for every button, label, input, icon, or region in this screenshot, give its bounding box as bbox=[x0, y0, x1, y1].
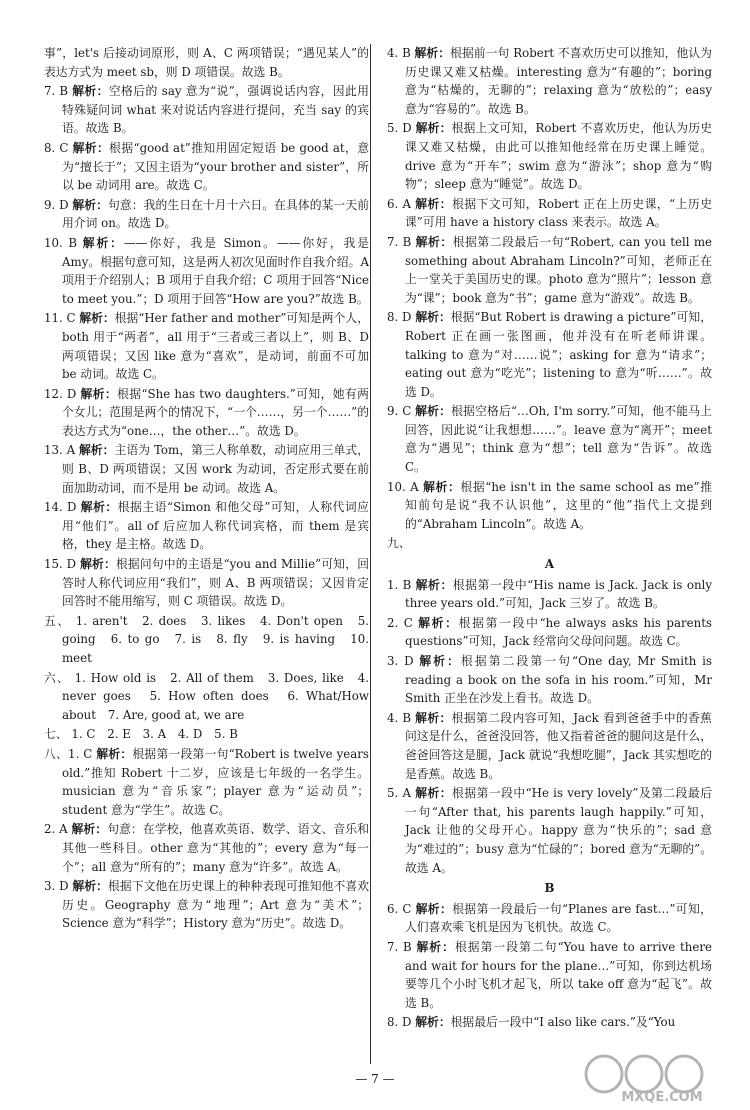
answer-item bbox=[44, 139, 369, 195]
right-column bbox=[387, 44, 712, 1033]
item-number: 七、 bbox=[44, 727, 68, 742]
item-number: 2. C bbox=[387, 615, 413, 630]
answer-item bbox=[44, 820, 369, 876]
section-answers bbox=[44, 669, 369, 725]
item-number: 8. D bbox=[387, 1015, 412, 1030]
item-text: 解析：句意：我的生日在十月十六日。在具体的某一天前用介词 on。故选 D。 bbox=[62, 197, 369, 231]
item-text: 事”，let's 后接动词原形，则 A、C 两项错误；“遇见某人”的表达方式为 meet sb，则 D 项错误。故选 B。 bbox=[44, 46, 369, 79]
section-subheading: B bbox=[544, 881, 555, 896]
answer-item bbox=[387, 938, 712, 1012]
answer-item bbox=[387, 44, 712, 118]
answer-item bbox=[387, 402, 712, 476]
answer-item bbox=[387, 709, 712, 783]
item-number: 八、1. C bbox=[44, 746, 93, 761]
item-text: 解析：根据问句中的主语是“you and Millie”可知，回答时人称代词应用“我们”，则 A、B 两项错误；又因肯定回答时不能用缩写，则 C 项错误。故选 D。 bbox=[62, 557, 370, 609]
item-text: 解析：根据“he isn't in the same school as me”推知前句是说“我不认识他”，这里的“他”指代上文提到的“Abraham Lincoln”。故选 A。 bbox=[405, 479, 712, 531]
section-answers bbox=[44, 725, 369, 744]
item-text: 1. C 2. E 3. A 4. D 5. B bbox=[71, 727, 238, 742]
item-text: 解析：根据第二段第一句“One day, Mr Smith is reading a book on the sofa in his room.”可知，Mr Smith 正坐在沙发上看书。故选 D。 bbox=[405, 654, 713, 706]
answer-item bbox=[44, 877, 369, 933]
item-text: 解析：——你好，我是 Simon。——你好，我是 Amy。根据句意可知，这是两人初次见面时作自我介绍。A 项用于介绍别人；B 项用于自我介绍；C 项用于回答“Nice to meet you.”；D 项用于回答“How are you?”故选 B。 bbox=[62, 235, 369, 306]
item-text: 解析：根据第一段第一句“Robert is twelve years old.”推知 Robert 十二岁，应该是七年级的一名学生。musician 意为“音乐家”；player 意为“运动员”；student 意为“学生”。故选 C。 bbox=[62, 746, 369, 817]
item-text: 解析：根据第一段最后一句“Planes are fast…”可知，人们喜欢乘飞机是因为飞机快。故选 C。 bbox=[405, 901, 712, 935]
answer-item bbox=[44, 555, 369, 611]
analysis-label: 解析： bbox=[414, 46, 451, 60]
analysis-label: 解析： bbox=[72, 140, 110, 155]
item-number: 12. D bbox=[44, 386, 77, 401]
analysis-label: 解析： bbox=[82, 235, 124, 250]
answer-item bbox=[387, 784, 712, 877]
section-answers bbox=[44, 612, 369, 668]
analysis-label: 解析： bbox=[415, 901, 453, 916]
item-number: 六、 bbox=[44, 670, 70, 685]
item-number: 1. B bbox=[387, 577, 412, 592]
item-number: 7. B bbox=[387, 234, 412, 249]
analysis-label: 解析： bbox=[418, 615, 459, 630]
item-text: 解析：根据前一句 Robert 不喜欢历史可以推知，他认为历史课又难又枯燥。interesting 意为“有趣的”；boring 意为“枯燥的，无聊的”；relaxing 意为“放松的”；easy 意为“容易的”。故选 B。 bbox=[405, 46, 712, 116]
answer-item bbox=[387, 900, 712, 937]
item-number: 11. C bbox=[44, 311, 76, 326]
section-answers bbox=[387, 534, 712, 553]
analysis-label: 解析： bbox=[415, 121, 452, 136]
answer-item bbox=[44, 196, 369, 233]
answer-item bbox=[44, 44, 369, 81]
item-text: 解析：空格后的 say 意为“说”，强调说话内容，因此用特殊疑问词 what 来对说话内容进行提问，充当 say 的宾语。故选 B。 bbox=[62, 84, 369, 136]
analysis-label: 解析： bbox=[80, 386, 118, 401]
answer-item bbox=[44, 82, 369, 138]
answer-item bbox=[44, 441, 369, 497]
watermark-logo bbox=[582, 1050, 742, 1104]
analysis-label: 解析： bbox=[415, 786, 453, 801]
item-text: 解析：根据第一段中“He is very lovely”及第二段最后一句“After that, his parents laugh happily.”可知，Jack 让他的父母开心。happy 意为“快乐的”；sad 意为“难过的”；busy 意为“忙碌的”；bored 意为“无聊的”。故选 A。 bbox=[405, 786, 712, 875]
analysis-label: 解析： bbox=[415, 710, 452, 725]
section-answers bbox=[44, 745, 369, 819]
item-number: 6. C bbox=[387, 901, 412, 916]
item-text: 解析：根据最后一段中“I also like cars.”及“You bbox=[415, 1015, 676, 1030]
item-text: 解析：根据“good at”推知用固定短语 be good at，意为“擅长于”；又因主语为“your brother and sister”，所以 be 动词用 are。故选 C。 bbox=[62, 140, 369, 193]
item-number: 五、 bbox=[44, 613, 71, 628]
analysis-label: 解析： bbox=[72, 879, 108, 894]
item-number: 7. B bbox=[387, 939, 412, 954]
item-number: 6. A bbox=[387, 196, 412, 211]
analysis-label: 解析： bbox=[80, 557, 116, 572]
item-number: 10. A bbox=[387, 479, 419, 494]
analysis-label: 解析： bbox=[416, 939, 455, 954]
item-text: 解析：根据主语“Simon 和他父母”可知，人称代词应用“他们”。all of 后应加人称代词宾格，而 them 是宾格，they 是主格。故选 D。 bbox=[62, 500, 369, 552]
item-number: 3. D bbox=[44, 879, 69, 894]
item-text: 解析：根据下文他在历史课上的种种表现可推知他不喜欢历史。Geography 意为“地理”；Art 意为“美术”；Science 意为“科学”；History 意为“历史”。故选 D。 bbox=[62, 879, 369, 931]
analysis-label: 解析： bbox=[415, 196, 453, 211]
item-number: 14. D bbox=[44, 500, 77, 515]
analysis-label: 解析： bbox=[72, 197, 108, 212]
item-number: 4. B bbox=[387, 46, 411, 60]
answer-item bbox=[387, 119, 712, 193]
item-text: 解析：句意：在学校，他喜欢英语、数学、语文、音乐和其他一些科目。other 意为“其他的”；every 意为“每一个”；all 意为“所有的”；many 意为“许多”。故选 A。 bbox=[62, 822, 369, 874]
item-text: 解析：根据下文可知，Robert 正在上历史课，“上历史课”可用 have a history class 来表示。故选 A。 bbox=[405, 196, 712, 230]
item-text: 解析：根据第一段第二句“You have to arrive there and wait for hours for the plane…”可知，你到达机场要等几个小时飞机才起飞，所以 take off 意为“起飞”。故选 B。 bbox=[405, 939, 712, 1010]
answer-item bbox=[387, 195, 712, 232]
answer-item bbox=[387, 614, 712, 651]
analysis-label: 解析： bbox=[419, 654, 462, 668]
item-text: 解析：根据第二段内容可知，Jack 看到爸爸手中的香蕉问这是什么，爸爸没回答，他又指着爸爸的腿问这是什么，爸爸回答这是腿，Jack 就说“我想吃腿”，Jack 其实想吃的是香蕉。故选 B。 bbox=[405, 710, 712, 781]
item-number: 8. C bbox=[44, 140, 69, 155]
analysis-label: 解析： bbox=[415, 1015, 451, 1030]
answer-item bbox=[44, 234, 369, 308]
answer-item bbox=[387, 576, 712, 613]
item-number: 九、 bbox=[387, 536, 411, 551]
analysis-label: 解析： bbox=[415, 577, 453, 592]
left-column bbox=[44, 44, 369, 934]
analysis-label: 解析： bbox=[80, 500, 118, 515]
item-text: 1. aren't 2. does 3. likes 4. Don't open 5. going 6. to go 7. is 8. fly 9. is having 10. meet bbox=[62, 613, 369, 665]
item-text: 解析：根据第二段最后一句“Robert, can you tell me something about Abraham Lincoln?”可知，老师正在上一堂关于美国历史的课。photo 意为“照片”；lesson 意为“课”；book 意为“书”；game 意为“游戏”。故选 B。 bbox=[405, 234, 712, 305]
item-number: 7. B bbox=[44, 84, 69, 99]
analysis-label: 解析： bbox=[415, 234, 453, 249]
item-number: 9. D bbox=[44, 197, 69, 212]
answer-item bbox=[44, 309, 369, 383]
item-text: 解析：根据第一段中“he always asks his parents questions”可知，Jack 经常向父母问问题。故选 C。 bbox=[405, 615, 712, 649]
answer-item bbox=[387, 478, 712, 534]
item-number: 5. A bbox=[387, 786, 411, 801]
analysis-label: 解析： bbox=[72, 84, 109, 99]
answer-item bbox=[44, 498, 369, 554]
item-number: 8. D bbox=[387, 310, 412, 325]
answer-item bbox=[387, 233, 712, 307]
item-text: 解析：根据第一段中“His name is Jack. Jack is only three years old.”可知，Jack 三岁了。故选 B。 bbox=[405, 577, 712, 611]
item-number: 9. C bbox=[387, 404, 412, 419]
item-text: 解析：根据“But Robert is drawing a picture”可知，Robert 正在画一张图画，他并没有在听老师讲课。talking to 意为“对……说”；asking for 意为“请求”；eating out 意为“吃光”；listening to 意为“听……”。故选 D。 bbox=[405, 310, 712, 399]
watermark-text: MXQE.COM bbox=[621, 1090, 703, 1104]
item-number: 13. A bbox=[44, 443, 76, 458]
item-text: 解析：根据空格后“…Oh, I'm sorry.”可知，他不能马上回答，因此说“让我想想……”。leave 意为“离开”；meet 意为“遇见”；think 意为“想”；tell 意为“告诉”。故选 C。 bbox=[405, 404, 712, 475]
item-number: 4. B bbox=[387, 710, 412, 725]
section-subheading: A bbox=[544, 557, 555, 572]
item-number: 2. A bbox=[44, 822, 68, 837]
analysis-label: 解析： bbox=[96, 746, 133, 761]
answer-item bbox=[387, 652, 712, 708]
item-number: 3. D bbox=[387, 654, 414, 668]
item-number: 10. B bbox=[44, 235, 78, 250]
item-text: 解析：根据“Her father and mother”可知是两个人，both 用于“两者”，all 用于“三者或三者以上”，则 B、D 两项错误；又因 like 意为“喜欢”，是动词，前面不可加 be 动词。故选 C。 bbox=[62, 311, 369, 382]
item-number: 5. D bbox=[387, 121, 412, 136]
analysis-label: 解析： bbox=[79, 311, 115, 326]
item-text: 解析：主语为 Tom，第三人称单数，动词应用三单式，则 B、D 两项错误；又因 work 为动词，否定形式要在前面加助动词，而不是用 be 动词。故选 A。 bbox=[62, 443, 370, 495]
analysis-label: 解析： bbox=[415, 310, 451, 325]
analysis-label: 解析： bbox=[423, 479, 461, 494]
column-divider bbox=[370, 44, 371, 1064]
item-text: 解析：根据“She has two daughters.”可知，她有两个女儿；范围是两个的情况下，“一个……，另一个……”的表达方式为“one…，the other…”。故选 D。 bbox=[62, 386, 369, 438]
answer-item bbox=[44, 385, 369, 441]
analysis-label: 解析： bbox=[415, 404, 452, 419]
item-text: 解析：根据上文可知，Robert 不喜欢历史，他认为历史课又难又枯燥，由此可以推知他经常在历史课上睡觉。drive 意为“开车”；swim 意为“游泳”；shop 意为“购物”；sleep 意为“睡觉”。故选 D。 bbox=[405, 121, 712, 192]
answer-item bbox=[387, 308, 712, 401]
item-number: 15. D bbox=[44, 557, 77, 572]
item-text: 1. How old is 2. All of them 3. Does, like 4. never goes 5. How often does 6. What/How about 7. Are, good at, we are bbox=[62, 670, 369, 722]
analysis-label: 解析： bbox=[71, 822, 108, 837]
analysis-label: 解析： bbox=[78, 443, 115, 458]
page-number: — 7 — bbox=[355, 1072, 395, 1086]
answer-item bbox=[387, 1013, 712, 1032]
watermark-icon bbox=[582, 1050, 742, 1104]
